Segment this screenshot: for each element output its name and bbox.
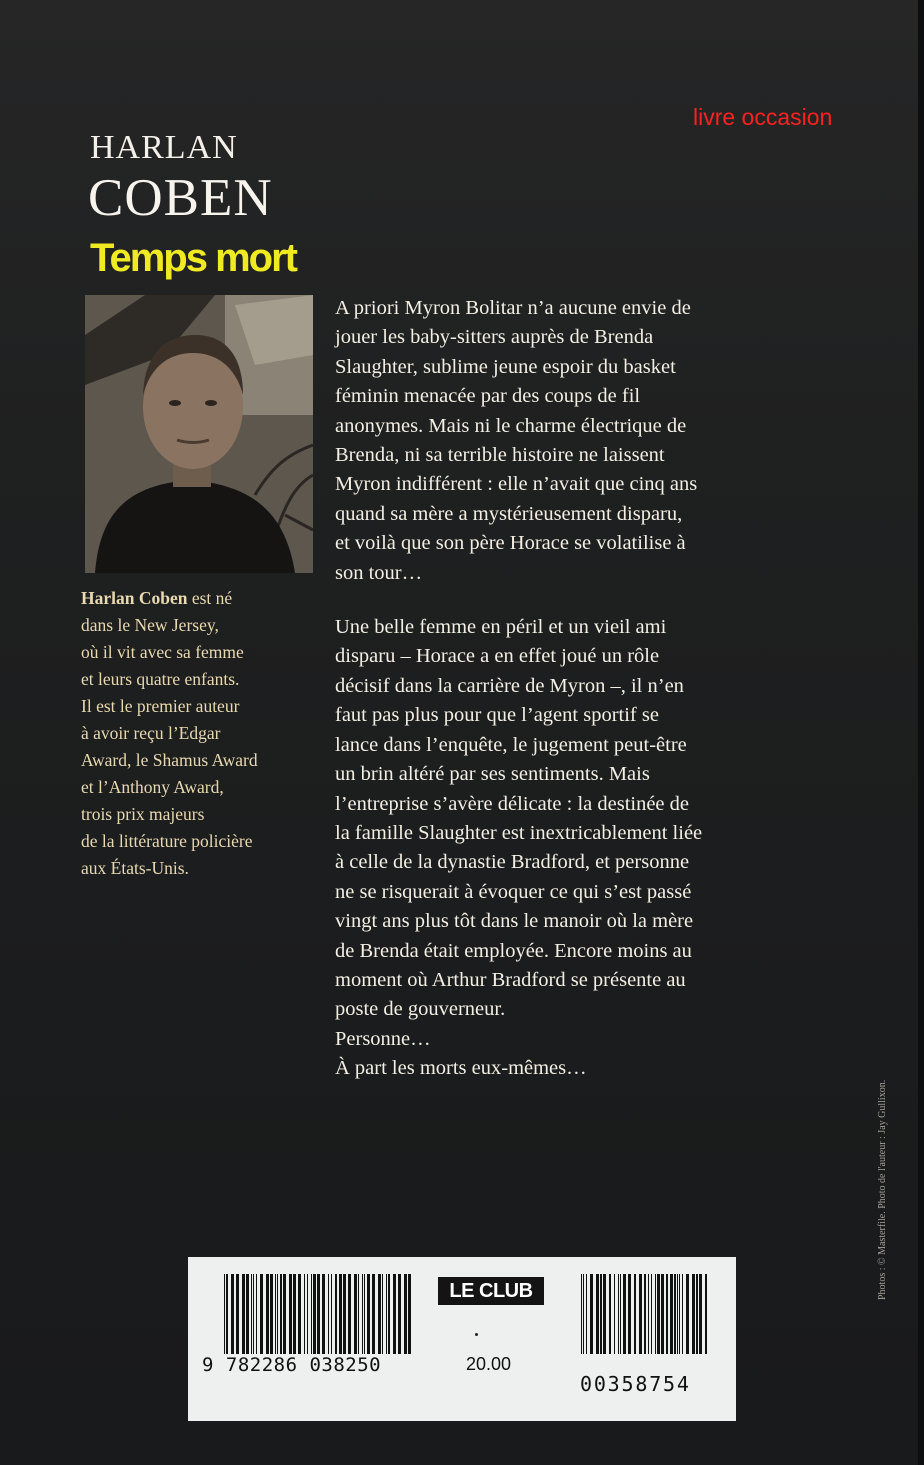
barcode-bar: [408, 1274, 411, 1354]
barcode-bar: [596, 1274, 599, 1354]
summary-paragraph-1: [335, 294, 819, 588]
barcode-bar: [600, 1274, 602, 1354]
ean-barcode: [224, 1274, 414, 1354]
summary-line: l’entreprise s’avère délicate : la destinée de: [335, 792, 690, 815]
barcode-bar: [307, 1274, 308, 1354]
summary-line: jouer les baby-sitters auprès de Brenda: [335, 326, 654, 349]
summary-line: Myron indifférent : elle n’avait que cinq ans: [335, 473, 698, 496]
reference-number: 00358754: [580, 1372, 691, 1396]
ean-number: 9 782286 038250: [202, 1354, 382, 1376]
barcode-bar: [253, 1274, 254, 1354]
barcode-bar: [644, 1274, 646, 1354]
bio-line: aux États-Unis.: [81, 858, 189, 878]
summary-line: vingt ans plus tôt dans le manoir où la mère: [335, 910, 694, 933]
book-summary: [335, 294, 819, 1109]
barcode-bar: [298, 1274, 301, 1354]
author-first-name: HARLAN: [90, 129, 238, 166]
barcode-bar: [679, 1274, 680, 1354]
barcode-bar: [655, 1274, 656, 1354]
publisher-badge: LE CLUB: [438, 1277, 544, 1305]
summary-line: un brin altéré par ses sentiments. Mais: [335, 763, 650, 786]
summary-line: disparu – Horace a en effet joué un rôle: [335, 645, 660, 668]
barcode-bar: [317, 1274, 320, 1354]
summary-line: Une belle femme en péril et un vieil ami: [335, 616, 667, 639]
barcode-bar: [661, 1274, 664, 1354]
summary-line: et voilà que son père Horace se volatilise à: [335, 532, 686, 555]
barcode-bar: [651, 1274, 652, 1354]
barcode-bar: [603, 1274, 606, 1354]
barcode-bar: [277, 1274, 278, 1354]
barcode-bar: [581, 1274, 582, 1354]
barcode-bar: [328, 1274, 329, 1354]
barcode-bar: [404, 1274, 407, 1354]
barcode-bar: [386, 1274, 387, 1354]
barcode-bar: [293, 1274, 296, 1354]
separator-dot: [475, 1333, 478, 1336]
barcode-bar: [246, 1274, 249, 1354]
price: 20.00: [466, 1354, 512, 1374]
barcode-bar: [388, 1274, 390, 1354]
bio-line: et l’Anthony Award,: [81, 777, 224, 797]
photo-credits: Photos : © Masterfile. Photo de l'auteur : Jay Gullixon.: [877, 1079, 888, 1300]
barcode-bar: [251, 1274, 252, 1354]
barcode-bar: [682, 1274, 683, 1354]
barcode-bar: [339, 1274, 342, 1354]
barcode-bar: [372, 1274, 375, 1354]
barcode-bar: [639, 1274, 642, 1354]
bio-line: à avoir reçu l’Edgar: [81, 723, 221, 743]
barcode-bar: [623, 1274, 626, 1354]
barcode-bar: [614, 1274, 615, 1354]
summary-line: de Brenda était employée. Encore moins au: [335, 939, 692, 962]
barcode-bar: [270, 1274, 273, 1354]
barcode-bar: [311, 1274, 312, 1354]
barcode-bar: [231, 1274, 234, 1354]
barcode-bar: [236, 1274, 239, 1354]
barcode-bar: [696, 1274, 698, 1354]
barcode-bar: [382, 1274, 383, 1354]
bio-line: Award, le Shamus Award: [81, 750, 258, 770]
summary-paragraph-2: [335, 613, 819, 1084]
barcode-bar: [670, 1274, 673, 1354]
barcode-bar: [583, 1274, 584, 1354]
bio-text: est né: [187, 588, 233, 608]
summary-line: à celle de la dynastie Bradford, et personne: [335, 851, 690, 874]
barcode-bar: [590, 1274, 593, 1354]
barcode-bar: [304, 1274, 305, 1354]
bio-line: où il vit avec sa femme: [81, 642, 244, 662]
barcode-bar: [348, 1274, 351, 1354]
barcode-bar: [224, 1274, 225, 1354]
barcode-bar: [674, 1274, 676, 1354]
summary-line: faut pas plus pour que l’agent sportif se: [335, 704, 659, 727]
barcode-bar: [393, 1274, 396, 1354]
summary-line: poste de gouverneur.: [335, 998, 506, 1021]
summary-line: À part les morts eux-mêmes…: [335, 1057, 587, 1080]
summary-line: Personne…: [335, 1027, 431, 1050]
barcode-bar: [609, 1274, 611, 1354]
barcode-bar: [331, 1274, 332, 1354]
barcode-bar: [335, 1274, 337, 1354]
bio-line: et leurs quatre enfants.: [81, 669, 240, 689]
summary-line: décisif dans la carrière de Myron –, il n’en: [335, 674, 684, 697]
cover-edge: [918, 0, 924, 1465]
bio-line: dans le New Jersey,: [81, 615, 219, 635]
barcode-bar: [666, 1274, 668, 1354]
barcode-bar: [354, 1274, 357, 1354]
reference-barcode: [581, 1274, 711, 1354]
summary-line: féminin menacée par des coups de fil: [335, 385, 641, 408]
barcode-bar: [275, 1274, 276, 1354]
barcode-bar: [620, 1274, 621, 1354]
barcode-bar: [378, 1274, 381, 1354]
bio-line: trois prix majeurs: [81, 804, 205, 824]
barcode-bar: [686, 1274, 689, 1354]
author-portrait-drawing: [85, 295, 313, 573]
barcode-bar: [322, 1274, 325, 1354]
barcode-bar: [343, 1274, 346, 1354]
barcode-bar: [692, 1274, 695, 1354]
summary-line: la famille Slaughter est inextricablement liée: [335, 821, 703, 844]
author-last-name: COBEN: [88, 169, 273, 227]
summary-line: A priori Myron Bolitar n’a aucune envie de: [335, 297, 691, 319]
barcode-bar: [628, 1274, 631, 1354]
barcode-bar: [313, 1274, 316, 1354]
barcode-bar: [242, 1274, 245, 1354]
barcode-bar: [289, 1274, 292, 1354]
summary-line: son tour…: [335, 561, 423, 584]
barcode-bar: [256, 1274, 257, 1354]
book-title: Temps mort: [90, 236, 296, 280]
bio-line: [81, 585, 321, 612]
barcode-bar: [677, 1274, 678, 1354]
barcode-bar: [705, 1274, 707, 1354]
summary-line: lance dans l’enquête, le jugement peut-être: [335, 733, 687, 756]
barcode-bar: [358, 1274, 359, 1354]
price-label: [188, 1257, 736, 1421]
barcode-bar: [367, 1274, 370, 1354]
summary-line: quand sa mère a mystérieusement disparu,: [335, 502, 683, 525]
summary-line: ne se risquerait à évoquer ce qui s’est passé: [335, 880, 692, 903]
barcode-bar: [364, 1274, 365, 1354]
barcode-bar: [260, 1274, 263, 1354]
barcode-bar: [699, 1274, 702, 1354]
barcode-bar: [648, 1274, 649, 1354]
watermark-label: livre occasion: [693, 104, 833, 130]
barcode-bar: [266, 1274, 269, 1354]
barcode-bar: [362, 1274, 363, 1354]
summary-line: anonymes. Mais ni le charme électrique de: [335, 414, 687, 437]
summary-line: Brenda, ni sa terrible histoire ne laissent: [335, 444, 665, 467]
bio-author-name: Harlan Coben: [81, 588, 188, 608]
summary-line: Slaughter, sublime jeune espoir du basket: [335, 355, 676, 378]
barcode-bar: [398, 1274, 401, 1354]
barcode-bar: [283, 1274, 286, 1354]
barcode-bar: [618, 1274, 619, 1354]
barcode-bar: [657, 1274, 660, 1354]
bio-line: Il est le premier auteur: [81, 696, 240, 716]
barcode-bar: [586, 1274, 587, 1354]
barcode-bar: [226, 1274, 228, 1354]
bio-line: de la littérature policière: [81, 831, 253, 851]
barcode-bar: [280, 1274, 282, 1354]
barcode-bar: [634, 1274, 636, 1354]
author-portrait: [85, 295, 313, 573]
author-bio: [81, 585, 321, 882]
summary-line: moment où Arthur Bradford se présente au: [335, 968, 686, 991]
